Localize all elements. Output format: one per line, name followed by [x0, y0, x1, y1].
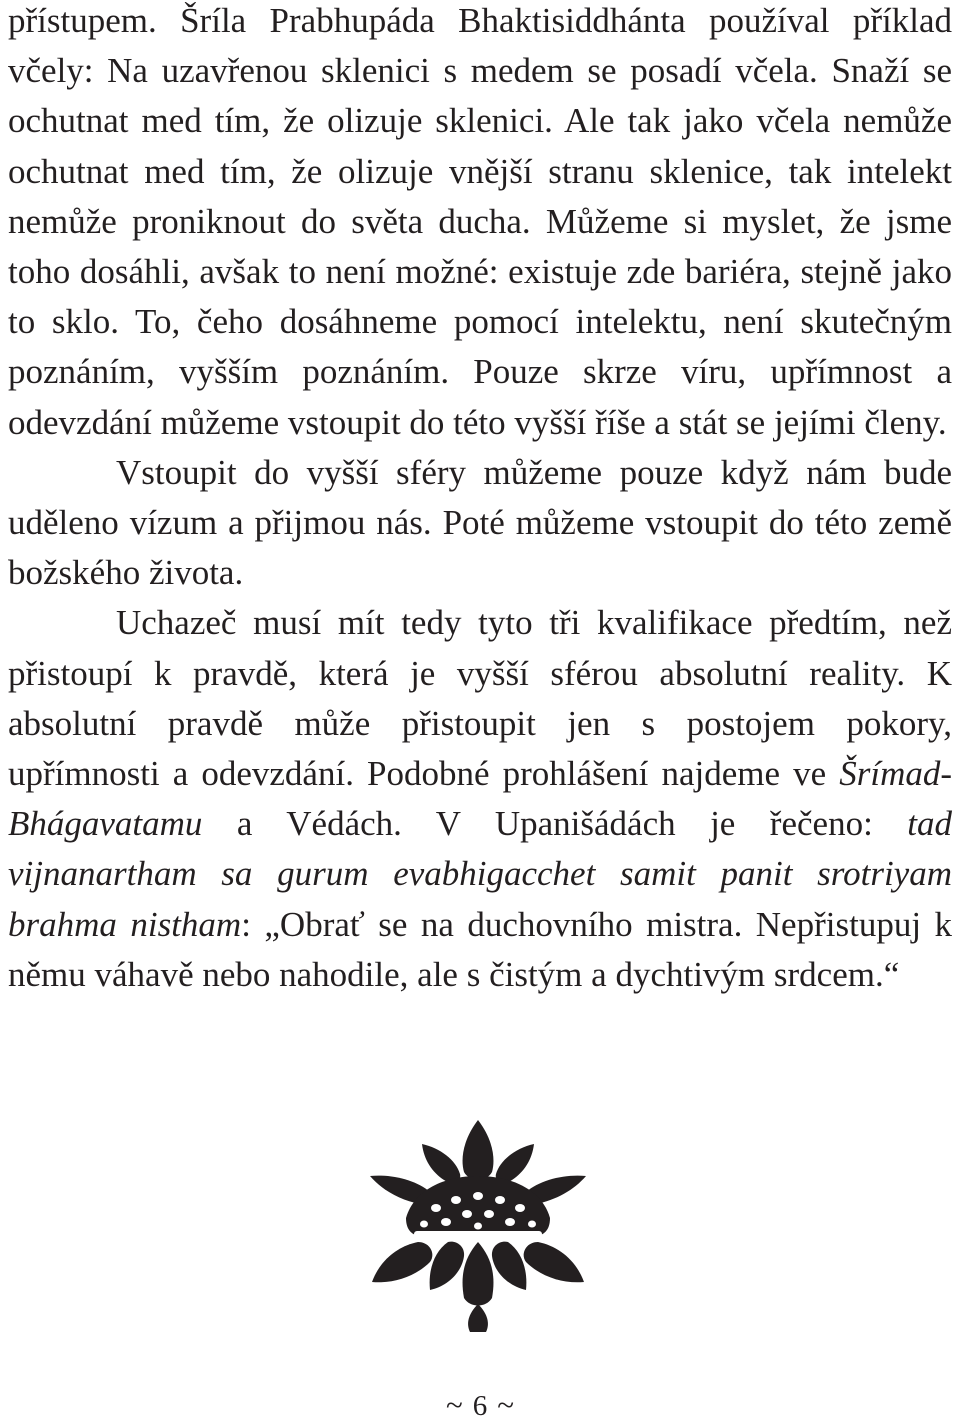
footer-tilde: ~: [497, 1387, 515, 1422]
page-number: 6: [472, 1390, 488, 1422]
paragraph: Vstoupit do vyšší sféry můžeme pouze když nám bude uděleno vízum a přijmou nás. Poté můžeme vstoupit do této země božského života.: [8, 452, 952, 593]
lotus-icon: [368, 1118, 588, 1333]
paragraph: [8, 598, 952, 1000]
footer-tilde: ~: [445, 1387, 463, 1422]
paragraph-text: : „Obrať se na duchovního mistra. Nepřistupuj k němu váhavě nebo nahodile, ale s čistým a dychtivým srdcem.“: [8, 904, 952, 994]
paragraph-text: a Védách. V Upanišádách je řečeno:: [202, 804, 908, 844]
body-text: [8, 0, 952, 1000]
paragraph: přístupem. Šríla Prabhupáda Bhaktisiddhánta používal příklad včely: Na uzavřenou sklenici s medem se posadí včela. Snaží se ochutnat med tím, že olizuje sklenici. Ale tak jako včela nemůže ochutnat med tím, že olizuje vnější stranu sklenice, tak intelekt nemůže proniknout do světa ducha. Můžeme si myslet, že jsme toho dosáhli, avšak to není možné: existuje zde bariéra, stejně jako to sklo. To, čeho dosáhneme pomocí intelektu, není skutečným poznáním, vyšším poznáním. Pouze skrze víru, upřímnost a odevzdání můžeme vstoupit do této vyšší říše a stát se jejími členy.: [8, 1, 952, 442]
paragraph-text: Uchazeč musí mít tedy tyto tři kvalifikace předtím, než přistoupí k pravdě, která je vyšší sférou absolutní reality. K absolutní pravdě může přistoupit jen s postojem pokory, upřímnosti a odevzdání. Podobné prohlášení najdeme ve: [8, 603, 952, 794]
book-title: Šrímad-Bhágavatamu: [8, 754, 952, 844]
sanskrit-verse: tad vijnanartham sa gurum evabhigacchet samit panit srotriyam brahma nistham: [8, 804, 952, 944]
page-footer: [0, 1385, 960, 1426]
